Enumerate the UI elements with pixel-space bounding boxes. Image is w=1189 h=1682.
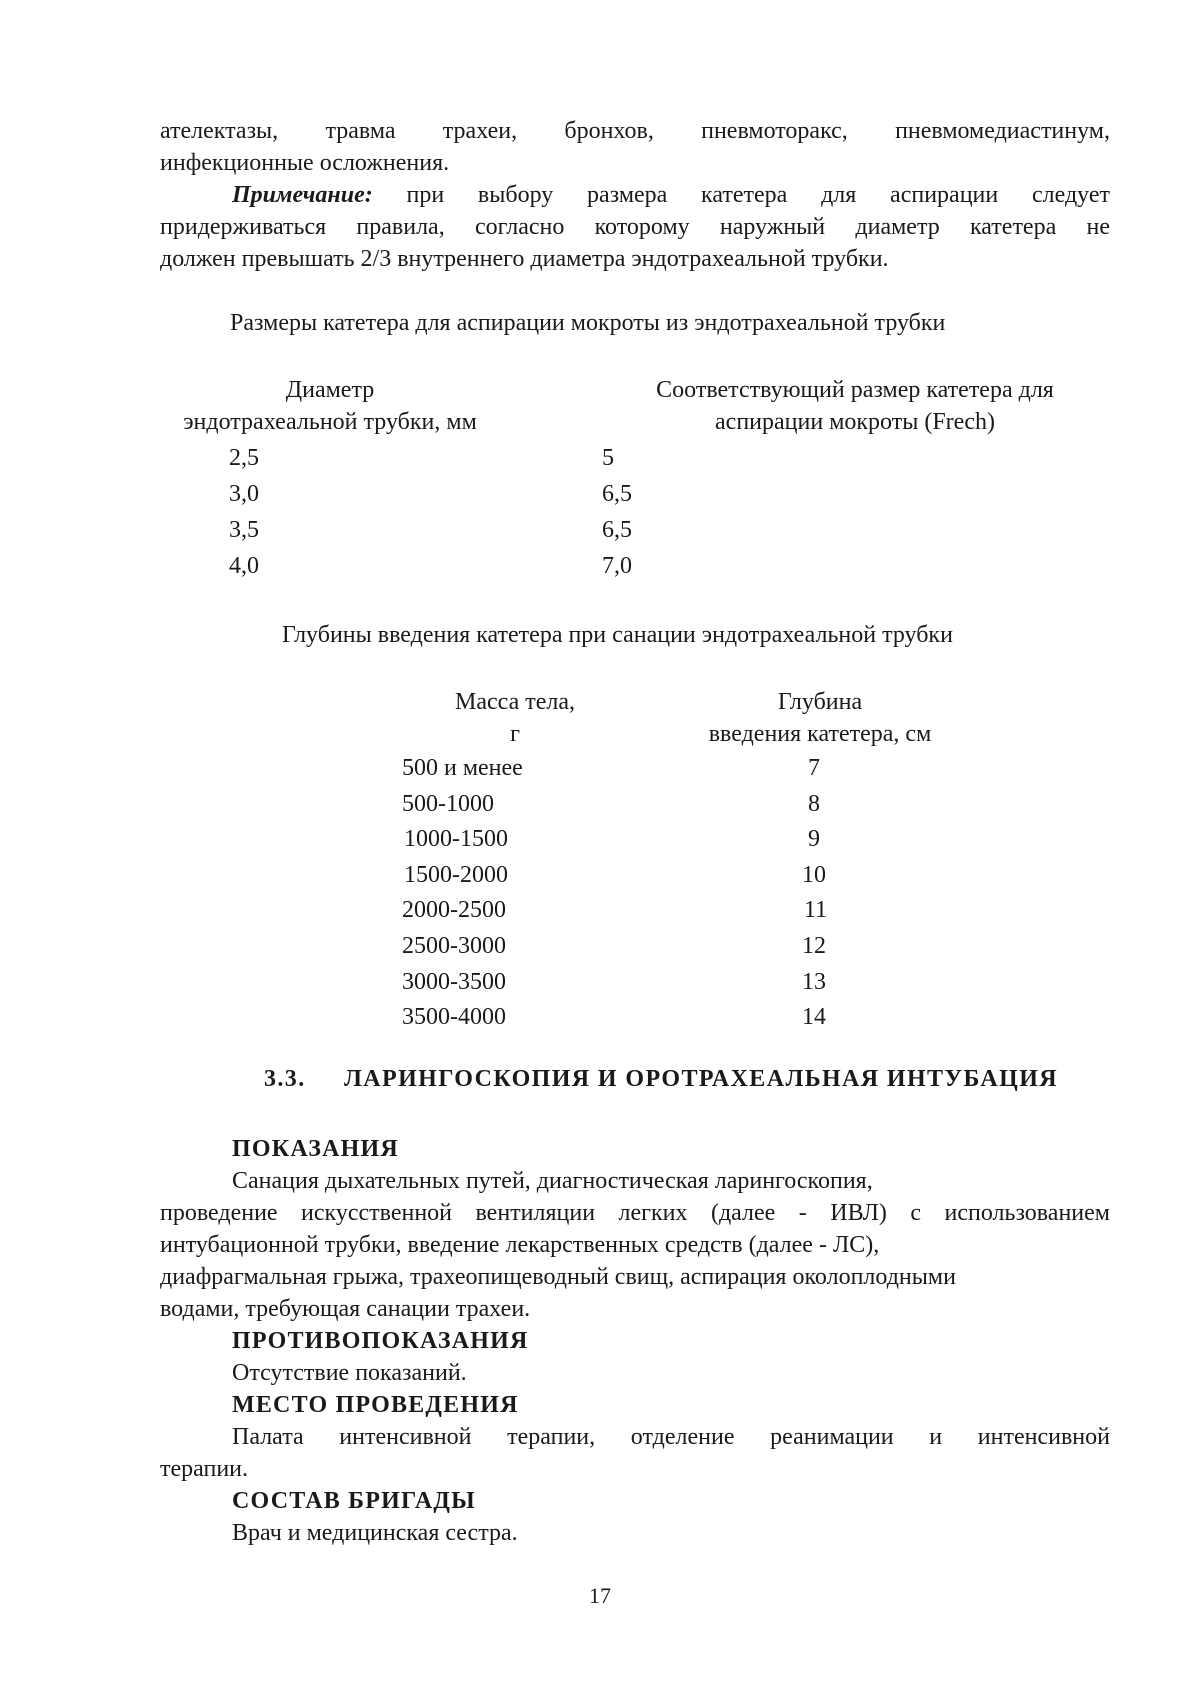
indications-line-1: Санация дыхательных путей, диагностическая ларингоскопия, (232, 1168, 873, 1194)
table2-cell: 500-1000 (402, 791, 494, 817)
table1-cell: 6,5 (602, 517, 632, 543)
indications-heading: ПОКАЗАНИЯ (232, 1136, 399, 1162)
section-heading (264, 1063, 1058, 1095)
note-line-2: придерживаться правила, согласно которому наружный диаметр катетера не (160, 214, 1110, 240)
table1-cell: 3,5 (229, 517, 259, 543)
table2-cell: 13 (802, 969, 826, 995)
table1-col2-header-line1: Соответствующий размер катетера для (656, 377, 1054, 403)
table1-cell: 5 (602, 445, 614, 471)
table2-cell: 12 (802, 933, 826, 959)
intro-line-2: инфекционные осложнения. (160, 150, 450, 176)
intro-line-1: ателектазы, травма трахеи, бронхов, пневмоторакс, пневмомедиастинум, (160, 118, 1110, 144)
page-number: 17 (589, 1583, 611, 1608)
table2-cell: 3000-3500 (402, 969, 506, 995)
table2-cell: 2500-3000 (402, 933, 506, 959)
table1-col1-header-line2: эндотрахеальной трубки, мм (183, 409, 477, 435)
table2-col2-header-line2: введения катетера, см (708, 721, 932, 747)
note-label: Примечание: (232, 182, 373, 208)
table2-cell: 7 (808, 755, 820, 781)
table1-caption: Размеры катетера для аспирации мокроты из эндотрахеальной трубки (230, 310, 946, 336)
indications-line-2: проведение искусственной вентиляции легких (далее - ИВЛ) с использованием (160, 1200, 1110, 1226)
table2-cell: 2000-2500 (402, 897, 506, 923)
indications-line-5: водами, требующая санации трахеи. (160, 1296, 531, 1322)
note-line-1 (232, 179, 1110, 211)
table2-cell: 14 (802, 1004, 826, 1030)
table1-cell: 7,0 (602, 553, 632, 579)
note-line-3: должен превышать 2/3 внутреннего диаметра эндотрахеальной трубки. (160, 246, 889, 272)
table2-caption: Глубины введения катетера при санации эндотрахеальной трубки (282, 622, 953, 648)
contraindications-text: Отсутствие показаний. (232, 1360, 467, 1386)
table2-cell: 500 и менее (402, 755, 523, 781)
table2-col1-header-line1: Масса тела, (454, 689, 575, 715)
table2-cell: 9 (808, 826, 820, 852)
place-heading: МЕСТО ПРОВЕДЕНИЯ (232, 1392, 519, 1418)
team-heading: СОСТАВ БРИГАДЫ (232, 1488, 476, 1514)
table2-col1-header-line2: г (510, 721, 520, 747)
table1-cell: 3,0 (229, 481, 259, 507)
table2-cell: 1500-2000 (404, 862, 508, 888)
table1-col1-header-line1: Диаметр (285, 377, 375, 403)
section-title: ЛАРИНГОСКОПИЯ И ОРОТРАХЕАЛЬНАЯ ИНТУБАЦИЯ (344, 1066, 1059, 1092)
place-line-1: Палата интенсивной терапии, отделение реанимации и интенсивной (232, 1424, 1110, 1450)
table2-col2-header-line1: Глубина (777, 689, 863, 715)
table1-cell: 4,0 (229, 553, 259, 579)
section-number: 3.3. (264, 1066, 306, 1092)
table1-cell: 6,5 (602, 481, 632, 507)
table2-cell: 3500-4000 (402, 1004, 506, 1030)
indications-line-4: диафрагмальная грыжа, трахеопищеводный свищ, аспирация околоплодными (160, 1264, 956, 1290)
table1-col2-header-line2: аспирации мокроты (Frech) (715, 409, 995, 435)
table2-cell: 8 (808, 791, 820, 817)
team-text: Врач и медицинская сестра. (232, 1520, 518, 1546)
place-line-2: терапии. (160, 1456, 249, 1482)
indications-line-3: интубационной трубки, введение лекарственных средств (далее - ЛС), (160, 1232, 880, 1258)
note-text: при выбору размера катетера для аспирации следует (372, 182, 1110, 208)
contraindications-heading: ПРОТИВОПОКАЗАНИЯ (232, 1328, 529, 1354)
table2-cell: 11 (804, 897, 828, 923)
table2-cell: 10 (802, 862, 826, 888)
table2-cell: 1000-1500 (404, 826, 508, 852)
table1-cell: 2,5 (229, 445, 259, 471)
